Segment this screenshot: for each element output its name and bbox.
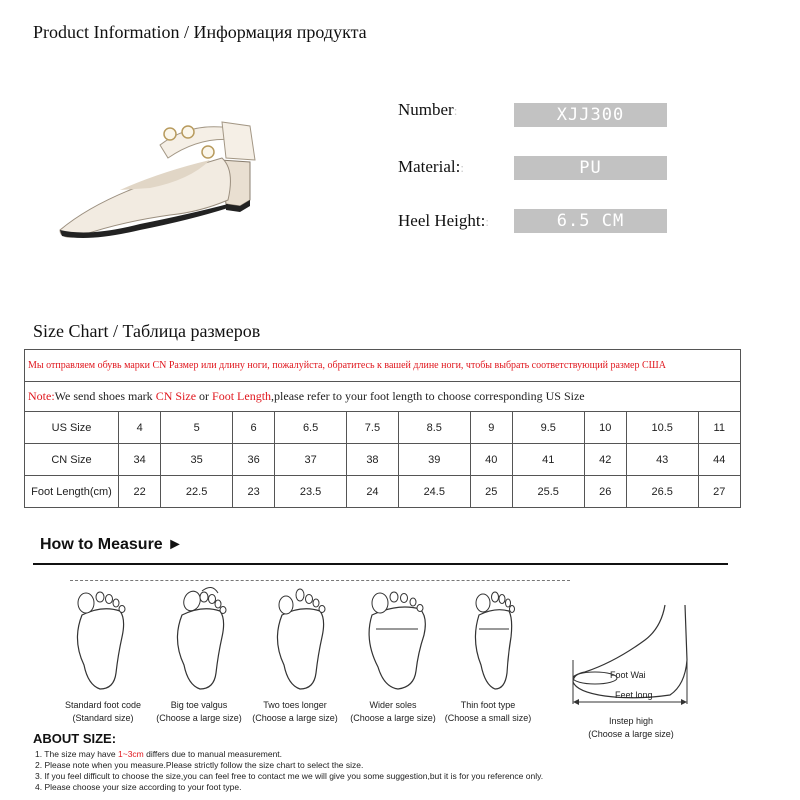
caption-thin-foot: Thin foot type (Choose a small size) bbox=[444, 700, 532, 723]
table-cell: 11 bbox=[698, 412, 741, 444]
row-header: US Size bbox=[25, 412, 119, 444]
table-cell: 6.5 bbox=[275, 412, 347, 444]
table-cell: 37 bbox=[275, 444, 347, 476]
table-row-cn-size bbox=[25, 444, 741, 476]
list-item: 3. If you feel difficult to choose the size,you can feel free to contact me we will give you some suggestion,but it is for you reference only. bbox=[35, 771, 544, 781]
wider-soles-foot-icon bbox=[358, 585, 438, 697]
caption-instep-high: Instep high (Choose a large size) bbox=[588, 716, 674, 739]
table-cell: 8.5 bbox=[398, 412, 470, 444]
table-cell: 27 bbox=[698, 476, 741, 508]
table-cell: 44 bbox=[698, 444, 741, 476]
table-cell: 25 bbox=[470, 476, 512, 508]
table-cell: 35 bbox=[161, 444, 233, 476]
about-size-title: ABOUT SIZE: bbox=[33, 731, 117, 746]
standard-foot-icon bbox=[62, 585, 142, 697]
table-cell: 38 bbox=[346, 444, 398, 476]
table-cell: 26.5 bbox=[626, 476, 698, 508]
spec-heel-height-value: 6.5 CM bbox=[514, 209, 667, 233]
caption-two-toes-longer: Two toes longer (Choose a large size) bbox=[252, 700, 338, 723]
table-cell: 9 bbox=[470, 412, 512, 444]
spec-material-label: Material:: bbox=[398, 157, 464, 176]
table-cell: 36 bbox=[232, 444, 274, 476]
table-cell: 39 bbox=[398, 444, 470, 476]
row-header: CN Size bbox=[25, 444, 119, 476]
row-header: Foot Length(cm) bbox=[25, 476, 119, 508]
table-cell: 42 bbox=[584, 444, 626, 476]
about-size-list bbox=[35, 749, 543, 793]
table-cell: 34 bbox=[119, 444, 161, 476]
spec-heel-height-label: Heel Height:: bbox=[398, 211, 489, 230]
size-chart-table bbox=[24, 349, 741, 508]
table-cell: 24 bbox=[346, 476, 398, 508]
how-to-measure-title: How to Measure ► bbox=[40, 536, 183, 553]
foot-wai-label: Foot Wai bbox=[610, 670, 646, 680]
feet-long-label: Feet long bbox=[615, 690, 653, 700]
spec-number-label: Number: bbox=[398, 100, 458, 119]
section-divider bbox=[33, 563, 728, 565]
table-cell: 4 bbox=[119, 412, 161, 444]
size-note-en: Note:We send shoes mark CN Size or Foot Length,please refer to your foot length to choose corresponding US Size bbox=[25, 382, 741, 412]
table-row-us-size bbox=[25, 412, 741, 444]
list-item: 4. Please choose your size according to your foot type. bbox=[35, 782, 242, 792]
table-cell: 25.5 bbox=[512, 476, 584, 508]
two-toes-longer-foot-icon bbox=[262, 585, 342, 697]
table-cell: 43 bbox=[626, 444, 698, 476]
table-cell: 10.5 bbox=[626, 412, 698, 444]
table-cell: 5 bbox=[161, 412, 233, 444]
list-item: 2. Please note when you measure.Please strictly follow the size chart to select the size. bbox=[35, 760, 364, 770]
table-cell: 23 bbox=[232, 476, 274, 508]
dotted-guide-line bbox=[70, 580, 570, 581]
spec-material-value: PU bbox=[514, 156, 667, 180]
table-cell: 23.5 bbox=[275, 476, 347, 508]
table-cell: 22.5 bbox=[161, 476, 233, 508]
table-cell: 10 bbox=[584, 412, 626, 444]
list-item: 1. The size may have 1~3cm differs due to manual measurement. bbox=[35, 749, 283, 759]
instep-side-view-icon bbox=[565, 600, 695, 712]
table-row-foot-length bbox=[25, 476, 741, 508]
size-chart-title: Size Chart / Таблица размеров bbox=[33, 321, 261, 341]
table-cell: 41 bbox=[512, 444, 584, 476]
table-cell: 9.5 bbox=[512, 412, 584, 444]
table-cell: 24.5 bbox=[398, 476, 470, 508]
page-title: Product Information / Информация продукта bbox=[33, 22, 367, 42]
size-note-ru: Мы отправляем обувь марки CN Размер или длину ноги, пожалуйста, обратитесь к вашей длине ноги, чтобы выбрать соответствующий размер США bbox=[25, 350, 741, 382]
table-cell: 26 bbox=[584, 476, 626, 508]
caption-wider-soles: Wider soles (Choose a large size) bbox=[350, 700, 436, 723]
caption-big-toe-valgus: Big toe valgus (Choose a large size) bbox=[156, 700, 242, 723]
thin-foot-icon bbox=[455, 585, 535, 697]
table-cell: 40 bbox=[470, 444, 512, 476]
big-toe-valgus-foot-icon bbox=[162, 585, 242, 697]
table-cell: 7.5 bbox=[346, 412, 398, 444]
product-shoe-image bbox=[50, 100, 290, 250]
caption-standard-foot: Standard foot code (Standard size) bbox=[64, 700, 142, 723]
table-cell: 6 bbox=[232, 412, 274, 444]
spec-number-value: XJJ300 bbox=[514, 103, 667, 127]
table-cell: 22 bbox=[119, 476, 161, 508]
